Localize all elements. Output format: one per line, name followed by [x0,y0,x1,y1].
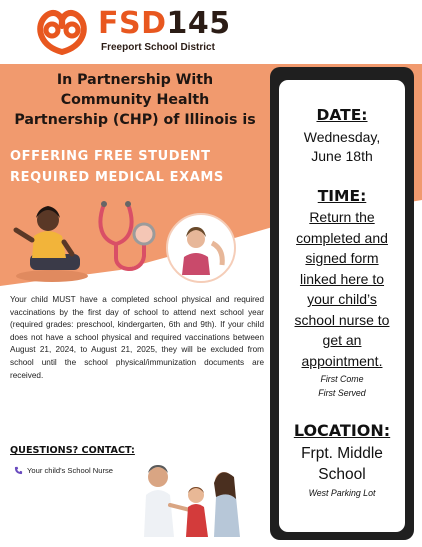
district-name: Freeport School District [101,42,215,53]
student-illustration [8,196,90,282]
location-note: West Parking Lot [308,488,376,498]
questions-heading: QUESTIONS? CONTACT: [10,445,135,456]
contact-text: Your child's School Nurse [27,466,114,475]
appointment-form-link[interactable]: Return the completed and signed form linked here to your child’s school nurse to get an appointment. [294,209,390,369]
brand-name: FSD145 [98,6,231,41]
pretzel-logo-icon [34,6,90,56]
phone-icon [14,466,23,475]
date-heading: DATE: [316,106,368,124]
offer-heading: OFFERING FREE STUDENT REQUIRED MEDICAL EXAMS [10,149,224,185]
date-value: Wednesday, June 18th [303,129,381,164]
stethoscope-illustration [92,196,164,282]
requirements-paragraph: Your child MUST have a completed school physical and required vaccinations by the first day of school to attend next school year (required grades: preschool, kindergarten, 6th and 9th). If your child does not have a school physical and required vaccinations between August 21, 2024, to August 21, 2025, they will be excluded from school until the school physical/immunization documents are received. [10,295,264,380]
child-patient-illustration [166,213,236,283]
time-heading: TIME: [317,187,367,205]
partnership-heading: In Partnership With Community Health Partnership (CHP) of Illinois is [14,72,256,128]
location-heading: LOCATION: [293,421,391,440]
doctor-family-illustration [136,455,248,537]
info-panel [279,80,405,532]
time-note: First Come First Served [318,374,366,398]
location-value: Frpt. Middle School [301,445,383,483]
contact-line [14,466,113,475]
